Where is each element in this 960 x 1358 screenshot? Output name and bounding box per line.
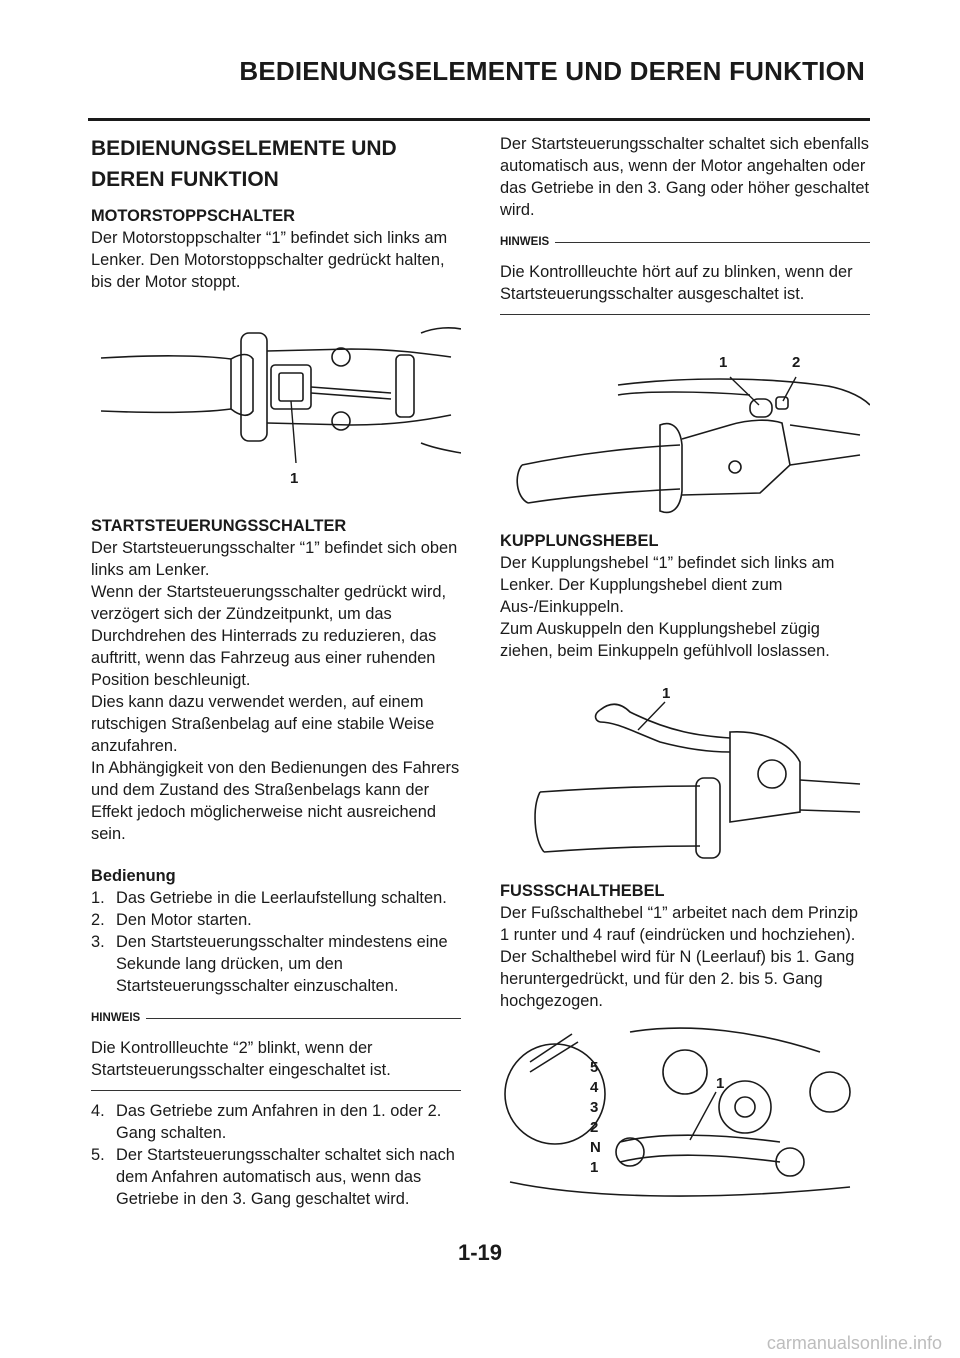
step-number: 5.: [91, 1146, 105, 1164]
note-heading: [91, 1007, 461, 1029]
step-number: 2.: [91, 911, 105, 929]
page-number: 1-19: [457, 1240, 503, 1265]
watermark: carmanualsonline.info: [766, 1333, 942, 1353]
right-column: [500, 133, 870, 1212]
motor-stop-heading: MOTORSTOPPSCHALTER: [91, 207, 295, 225]
note-rule: [555, 242, 870, 243]
operation-step: [91, 931, 461, 997]
operation-step: [91, 1100, 461, 1144]
operation-steps-b: [91, 1100, 461, 1210]
operation-heading: Bedienung: [91, 867, 176, 885]
operation-step: [91, 909, 461, 931]
start-control-switch-figure: [500, 315, 870, 530]
section-title-line-1: BEDIENUNGSELEMENTE UND: [91, 137, 397, 160]
section-title-line-2: DEREN FUNKTION: [91, 168, 279, 191]
start-figure-label-2: 2: [792, 354, 801, 371]
clutch-p2: Zum Auskuppeln den Kupplungshebel zügig ziehen, beim Einkuppeln gefühlvoll loslassen.: [500, 620, 830, 660]
gear-label: 1: [590, 1159, 599, 1176]
gear-label: N: [590, 1139, 601, 1156]
note-label: HINWEIS: [500, 236, 550, 248]
step-number: 4.: [91, 1102, 105, 1120]
note-label: HINWEIS: [91, 1012, 141, 1024]
start-control-intro: Der Startsteuerungsschalter schaltet sich ebenfalls automatisch aus, wenn der Motor angehalten oder das Getriebe in den 3. Gang oder höher geschaltet wird.: [500, 135, 870, 219]
start-control-p1: Der Startsteuerungsschalter “1” befindet sich oben links am Lenker.: [91, 539, 458, 579]
section-title: [91, 133, 461, 195]
step-number: 1.: [91, 889, 105, 907]
page-header-title: BEDIENUNGSELEMENTE UND DEREN FUNKTION: [239, 56, 865, 86]
step-text: Den Motor starten.: [116, 911, 252, 929]
note-text: Die Kontrollleuchte hört auf zu blinken, wenn der Startsteuerungsschalter ausgeschaltet ist.: [500, 261, 870, 315]
motor-stop-switch-figure: [91, 293, 461, 511]
clutch-p1: Der Kupplungshebel “1” befindet sich links am Lenker. Der Kupplungshebel dient zum Aus-/Einkuppeln.: [500, 554, 835, 616]
operation-steps-a: [91, 887, 461, 997]
shift-figure-label-1: 1: [716, 1075, 725, 1092]
motor-stop-figure-label-1: 1: [290, 470, 299, 487]
gear-label: 3: [590, 1099, 599, 1116]
gear-label: 2: [590, 1119, 599, 1136]
note-rule: [146, 1018, 461, 1019]
shift-p1: Der Fußschalthebel “1” arbeitet nach dem Prinzip 1 runter und 4 rauf (eindrücken und hochziehen).: [500, 904, 859, 944]
step-text: Das Getriebe in die Leerlaufstellung schalten.: [116, 889, 447, 907]
note-heading: [500, 231, 870, 253]
clutch-lever-figure: [500, 662, 870, 880]
start-control-p3: Dies kann dazu verwendet werden, auf einem rutschigen Straßenbelag auf eine stabile Weise anzufahren.: [91, 693, 435, 755]
shift-pedal-figure: [500, 1012, 870, 1212]
start-control-p4: In Abhängigkeit von den Bedienungen des Fahrers und dem Zustand des Straßenbelags kann der Effekt jedoch möglicherweise nicht ausreichend sein.: [91, 759, 460, 843]
start-control-heading: STARTSTEUERUNGSSCHALTER: [91, 517, 347, 535]
gear-label: 5: [590, 1059, 599, 1076]
header-rule: [88, 118, 870, 121]
step-text: Der Startsteuerungsschalter schaltet sich nach dem Anfahren automatisch aus, wenn das Getriebe in den 3. Gang geschaltet wird.: [116, 1146, 455, 1208]
step-text: Den Startsteuerungsschalter mindestens eine Sekunde lang drücken, um den Startsteuerungsschalter einzuschalten.: [116, 933, 448, 995]
clutch-figure-label-1: 1: [662, 685, 671, 702]
shift-heading: FUSSSCHALTHEBEL: [500, 882, 665, 900]
clutch-heading: KUPPLUNGSHEBEL: [500, 532, 659, 550]
start-control-p2: Wenn der Startsteuerungsschalter gedrückt wird, verzögert sich der Zündzeitpunkt, um das Durchdrehen des Hinterrads zu reduzieren, das auftritt, wenn das Fahrzeug aus einer ruhenden Position beschleunigt.: [91, 583, 446, 689]
gear-label: 4: [590, 1079, 599, 1096]
start-figure-label-1: 1: [719, 354, 728, 371]
step-text: Das Getriebe zum Anfahren in den 1. oder 2. Gang schalten.: [116, 1102, 442, 1142]
operation-step: [91, 1144, 461, 1210]
shift-p2: Der Schalthebel wird für N (Leerlauf) bis 1. Gang heruntergedrückt, und für den 2. bis 5. Gang hochgezogen.: [500, 948, 855, 1010]
operation-step: [91, 887, 461, 909]
note-text: Die Kontrollleuchte “2” blinkt, wenn der Startsteuerungsschalter eingeschaltet ist.: [91, 1037, 461, 1091]
left-column: [91, 133, 461, 1210]
motor-stop-text: Der Motorstoppschalter “1” befindet sich links am Lenker. Den Motorstoppschalter gedrückt halten, bis der Motor stoppt.: [91, 229, 448, 291]
step-number: 3.: [91, 933, 105, 951]
